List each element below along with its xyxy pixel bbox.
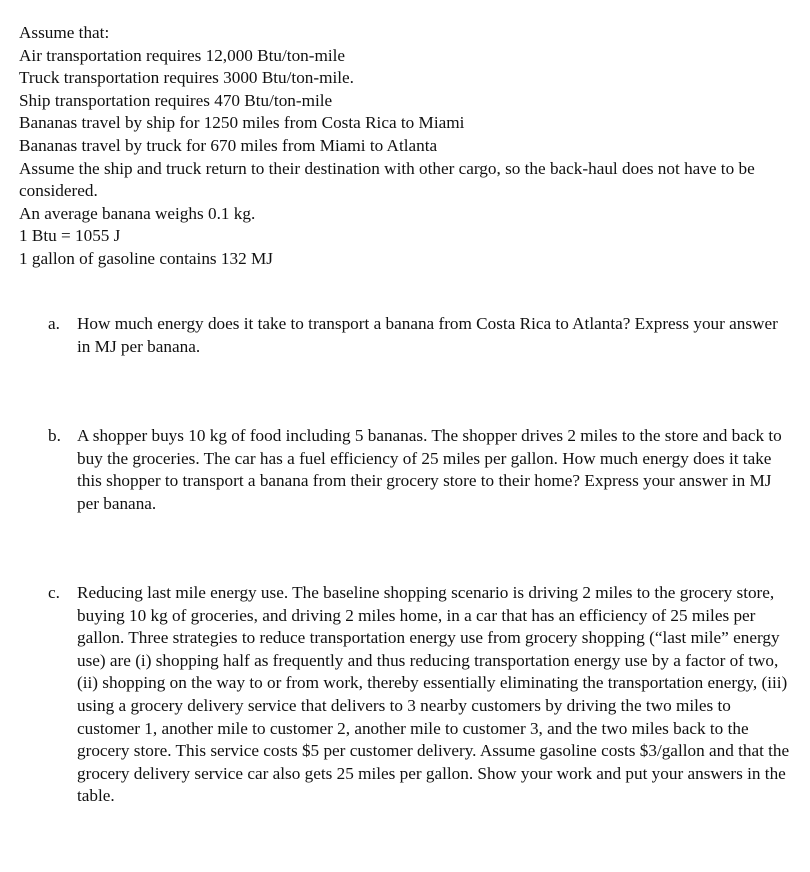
assumptions-block bbox=[19, 22, 789, 271]
question-c-text: Reducing last mile energy use. The baseline shopping scenario is driving 2 miles to the grocery store, buying 10 kg of groceries, and driving 2 miles home, in a car that has an efficiency of 25 miles per gallon. Three strategies to reduce transportation energy use from grocery shopping (“last mile” energy use) are (i) shopping half as frequently and thus reducing transportation energy use by a factor of two, (ii) shopping on the way to or from work, thereby essentially eliminating the transportation energy, (iii) using a grocery delivery service that delivers to 3 nearby customers by driving the two miles to customer 1, another mile to customer 2, another mile to customer 3, and the two miles back to the grocery store. This service costs $5 per customer delivery. Assume gasoline costs $3/gallon and that the grocery delivery service car also gets 25 miles per gallon. Show your work and put your answers in the table. bbox=[77, 583, 790, 806]
assumption-air-rate: Air transportation requires 12,000 Btu/ton-mile bbox=[19, 45, 346, 65]
question-a bbox=[48, 313, 793, 358]
assumption-truck-rate: Truck transportation requires 3000 Btu/ton-mile. bbox=[19, 68, 354, 88]
assumptions-heading: Assume that: bbox=[19, 23, 110, 42]
assumption-gasoline-energy: 1 gallon of gasoline contains 132 MJ bbox=[19, 248, 273, 268]
question-a-text: How much energy does it take to transport a banana from Costa Rica to Atlanta? Express your answer in MJ per banana. bbox=[77, 314, 778, 356]
assumption-banana-weight: An average banana weighs 0.1 kg. bbox=[19, 203, 256, 223]
question-a-marker: a. bbox=[48, 314, 60, 333]
question-c bbox=[48, 582, 793, 808]
question-b bbox=[48, 425, 793, 515]
question-b-text: A shopper buys 10 kg of food including 5 bananas. The shopper drives 2 miles to the store and back to buy the groceries. The car has a fuel efficiency of 25 miles per gallon. How much energy does it take this shopper to transport a banana from their grocery store to their home? Express your answer in MJ per banana. bbox=[77, 426, 782, 513]
assumption-ship-distance: Bananas travel by ship for 1250 miles from Costa Rica to Miami bbox=[19, 113, 465, 133]
assumption-back-haul: Assume the ship and truck return to their destination with other cargo, so the back-haul does not have to be considered. bbox=[19, 158, 755, 201]
assumption-btu-conversion: 1 Btu = 1055 J bbox=[19, 226, 121, 246]
assumption-truck-distance: Bananas travel by truck for 670 miles from Miami to Atlanta bbox=[19, 135, 438, 155]
question-c-marker: c. bbox=[48, 583, 60, 602]
assumption-ship-rate: Ship transportation requires 470 Btu/ton-mile bbox=[19, 90, 333, 110]
question-b-marker: b. bbox=[48, 426, 61, 445]
